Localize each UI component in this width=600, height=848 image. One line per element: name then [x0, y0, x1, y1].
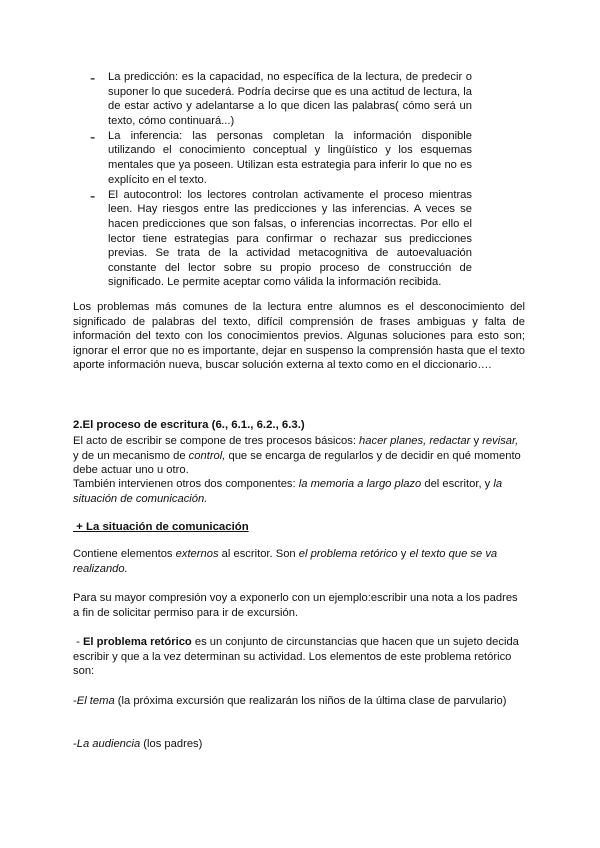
bullet-text: El autocontrol: los lectores controlan activamente el proceso mientras leen. Hay riesgos entre las predicciones y las inferencias. A veces se hacen predicciones que son falsas, o inferencias incorrectas. Por ello el lector tiene estrategias para confirmar o rechazar sus predicciones previas. Se trata de la actividad metacognitiva de autoevaluación constante del lector sobre su propio proceso de construcción de significado. Le permite aceptar como válida la información recibida. — [108, 188, 472, 289]
text-run-italic: El tema — [76, 695, 115, 707]
text-run-italic: hacer planes, redactar — [359, 435, 471, 447]
text-run: y de un mecanismo de — [73, 449, 189, 462]
subsection-heading: + La situación de comunicación — [73, 521, 249, 533]
text-run: y — [397, 548, 410, 560]
bullet-list — [90, 70, 472, 290]
text-run: es un conjunto de circunstancias que hacen que un sujeto decida escribir y que a la vez determinan su actividad. Los elementos de este problema retórico son: — [73, 636, 519, 678]
bullet-item-inferencia — [90, 129, 472, 187]
text-run-italic: La audiencia — [76, 738, 141, 750]
text-run: - — [73, 636, 83, 648]
bullet-item-prediccion — [90, 70, 472, 128]
text-run-italic: la memoria a largo plazo — [298, 478, 422, 490]
section-heading: 2.El proceso de escritura (6., 6.1., 6.2., 6.3.) — [73, 419, 305, 431]
text-run: (los padres) — [140, 738, 203, 750]
bullet-text: La predicción: es la capacidad, no específica de la lectura, de predecir o suponer lo que sucederá. Podría decirse que es una actitud de lectura, la de estar activo y adelantarse a lo que dicen las palabras( cómo será un texto, cómo continuará...) — [108, 71, 472, 127]
text-run: El acto de escribir se compone de tres procesos básicos: — [73, 435, 360, 447]
text-run-bold: El problema retórico — [82, 636, 192, 648]
text-run: Contiene elementos — [73, 548, 176, 560]
text-run-italic: externos — [175, 548, 219, 560]
example-paragraph: Para su mayor compresión voy a exponerlo con un ejemplo:escribir una nota a los padres a fin de solicitar permiso para ir de excursión. — [73, 592, 518, 619]
text-run-italic: control, — [188, 449, 226, 462]
bullet-dash: - — [90, 128, 96, 146]
text-run: - — [73, 738, 77, 750]
text-run-italic: el texto que se va realizando. — [73, 548, 498, 575]
bullet-item-autocontrol — [90, 188, 472, 290]
element-tema-paragraph — [73, 694, 525, 709]
situation-paragraph — [73, 547, 525, 576]
text-run-italic: revisar, — [482, 435, 519, 447]
section-paragraph-components — [73, 477, 525, 506]
element-audiencia-paragraph — [73, 737, 525, 752]
text-run: También intervienen otros dos componentes: — [73, 478, 299, 490]
text-run: - — [73, 695, 77, 707]
text-run-italic: la situación de comunicación. — [73, 478, 503, 505]
bullet-dash: - — [90, 187, 96, 205]
rhetorical-problem-paragraph — [73, 635, 525, 679]
text-run: y — [470, 435, 483, 447]
text-run-italic: el problema retórico — [298, 548, 398, 560]
text-run: que se encarga de regularlos y de decidir en qué momento debe actuar uno u otro. — [73, 449, 521, 477]
bullet-text: La inferencia: las personas completan la información disponible utilizando el conocimiento conceptual y lingüístico y los esquemas mentales que ya poseen. Utilizan esta estrategia para inferir lo que no es explícito en el texto. — [108, 129, 472, 186]
section-paragraph-processes — [73, 434, 525, 478]
text-run: (la próxima excursión que realizarán los niños de la última clase de parvulario) — [114, 695, 507, 707]
text-run: del escritor, y — [421, 478, 494, 490]
problems-paragraph: Los problemas más comunes de la lectura entre alumnos es el desconocimiento del significado de palabras del texto, difícil comprensión de frases ambiguas y falta de información del texto con los conocimientos previos. Algunas soluciones para esto son; ignorar el error que no es importante, dejar en suspenso la comprensión hasta que el texto aporte información nueva, buscar solución externa al texto como en el diccionario…. — [73, 301, 525, 372]
bullet-dash: - — [90, 70, 96, 87]
text-run: al escritor. Son — [218, 548, 299, 560]
